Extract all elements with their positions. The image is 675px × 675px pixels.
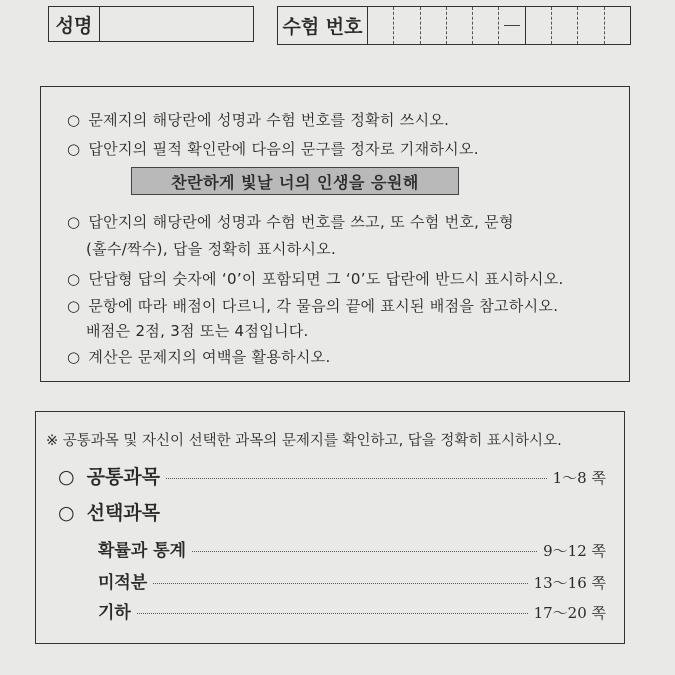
elective-pages: 9～12 쪽	[543, 542, 606, 560]
exam-number-digits[interactable]	[368, 7, 630, 44]
digit-cell[interactable]	[447, 7, 473, 44]
dot-leader	[137, 613, 528, 614]
common-subject-row	[58, 462, 606, 489]
elective-label: 확률과 통계	[98, 541, 187, 561]
circle-bullet-icon: ○	[67, 111, 81, 129]
elective-label: 기하	[98, 603, 131, 623]
digit-cell[interactable]	[526, 7, 552, 44]
elective-row	[98, 536, 606, 561]
digit-cell[interactable]	[605, 7, 630, 44]
elective-label: 미적분	[98, 573, 148, 593]
circle-bullet-icon: ○	[67, 348, 81, 366]
circle-bullet-icon: ○	[67, 270, 81, 288]
instruction-line: ○ 답안지의 필적 확인란에 다음의 문구를 정자로 기재하시오.	[67, 140, 479, 158]
elective-pages: 17～20 쪽	[533, 604, 606, 622]
name-input-area[interactable]	[100, 7, 253, 41]
separator-dash	[504, 25, 519, 26]
instruction-line: ○ 문제지의 해당란에 성명과 수험 번호를 정확히 쓰시오.	[67, 111, 450, 129]
instruction-line-continued: (홀수/짝수), 답을 정확히 표시하시오.	[86, 240, 337, 258]
instruction-line: ○ 문항에 따라 배점이 다르니, 각 물음의 끝에 표시된 배점을 참고하시오.	[67, 297, 559, 315]
digit-cell[interactable]	[368, 7, 394, 44]
instruction-line-continued: 배점은 2점, 3점 또는 4점입니다.	[86, 322, 309, 340]
name-field[interactable]	[48, 6, 254, 42]
dot-leader	[153, 583, 527, 584]
circle-bullet-icon: ○	[58, 466, 75, 488]
common-subject-label: ○ 공통과목	[58, 466, 161, 488]
common-subject-pages: 1～8 쪽	[552, 469, 606, 487]
circle-bullet-icon: ○	[58, 502, 75, 524]
instructions-box	[40, 86, 630, 382]
separator-cell	[499, 7, 525, 44]
circle-bullet-icon: ○	[67, 297, 81, 315]
digit-cell[interactable]	[421, 7, 447, 44]
circle-bullet-icon: ○	[67, 140, 81, 158]
instruction-line: ○ 계산은 문제지의 여백을 활용하시오.	[67, 348, 331, 366]
elective-pages: 13～16 쪽	[533, 574, 606, 592]
instruction-line: ○ 답안지의 해당란에 성명과 수험 번호를 쓰고, 또 수험 번호, 문형	[67, 213, 514, 231]
digit-cell[interactable]	[473, 7, 499, 44]
circle-bullet-icon: ○	[67, 213, 81, 231]
handwriting-phrase-banner: 찬란하게 빛날 너의 인생을 응원해	[131, 167, 459, 195]
elective-row	[98, 568, 606, 593]
instruction-line: ○ 단답형 답의 숫자에 ‘0’이 포함되면 그 ‘0’도 답란에 반드시 표시하시오.	[67, 270, 564, 288]
exam-number-field[interactable]	[277, 6, 631, 45]
digit-cell[interactable]	[394, 7, 420, 44]
digit-cell[interactable]	[578, 7, 604, 44]
digit-cell[interactable]	[552, 7, 578, 44]
elective-row	[98, 598, 606, 623]
subjects-note: ※ 공통과목 및 자신이 선택한 과목의 문제지를 확인하고, 답을 정확히 표시하시오.	[46, 433, 562, 449]
dot-leader	[192, 551, 537, 552]
exam-number-label: 수험 번호	[278, 7, 368, 44]
name-label: 성명	[49, 7, 100, 41]
subjects-box	[35, 411, 625, 644]
elective-subject-heading: ○ 선택과목	[58, 502, 161, 524]
dot-leader	[166, 478, 547, 479]
